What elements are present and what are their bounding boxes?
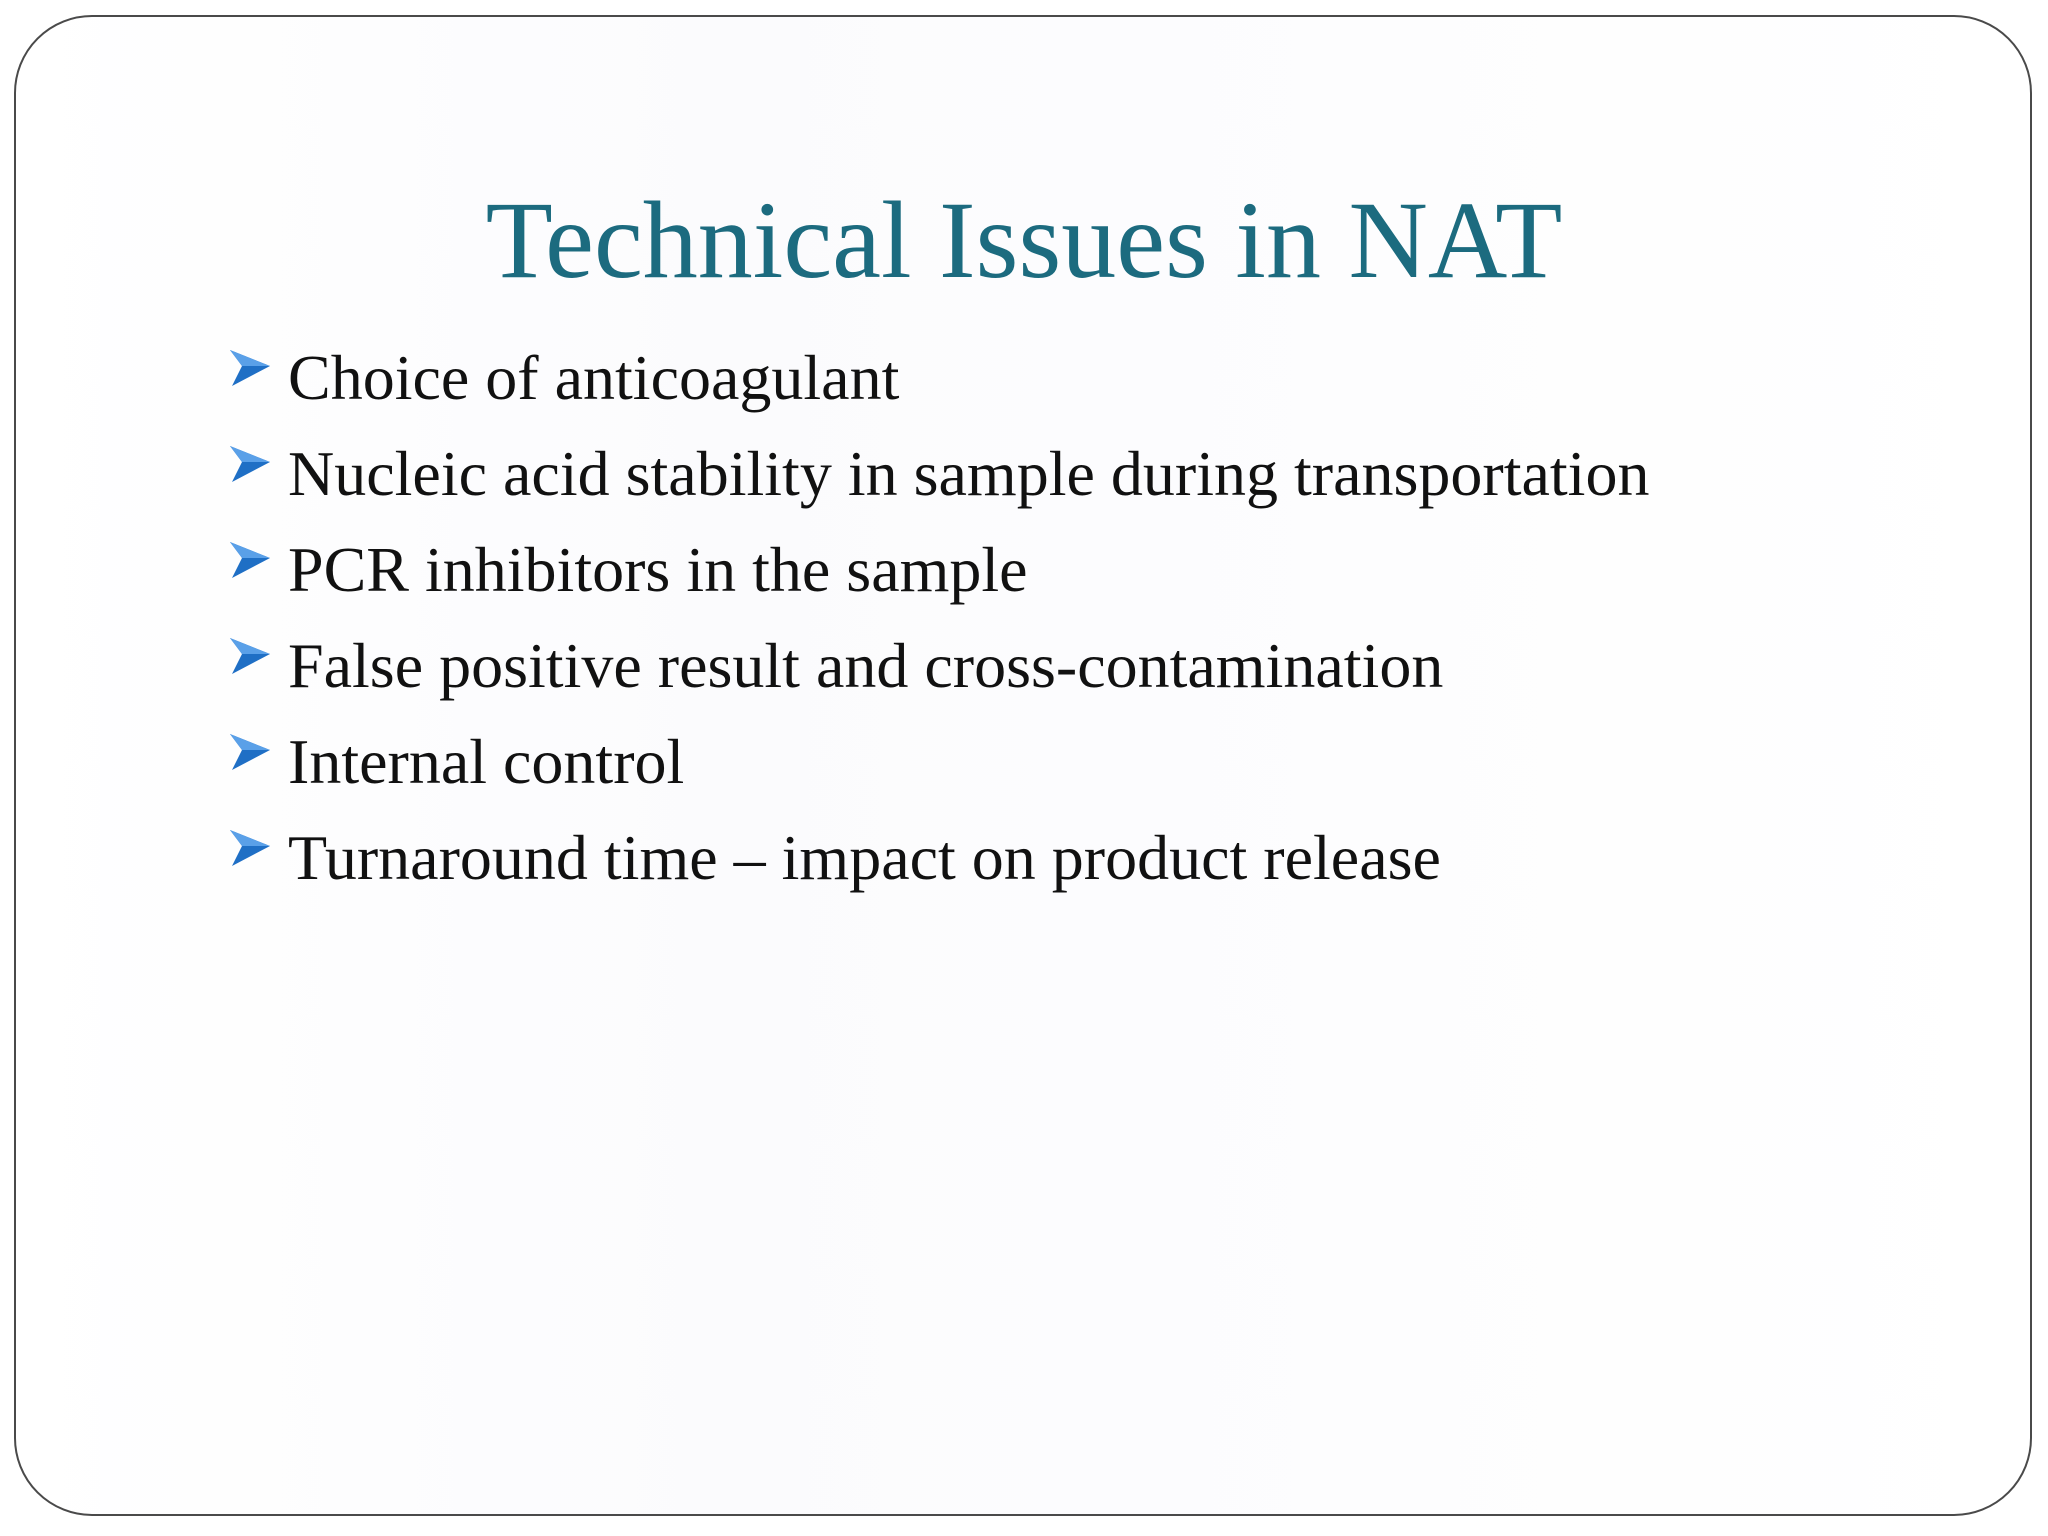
list-item: [226, 522, 1649, 618]
list-item: [226, 330, 1649, 426]
bullet-text: Internal control: [288, 726, 685, 797]
bullet-text: Turnaround time – impact on product release: [288, 822, 1441, 893]
list-item: [226, 810, 1649, 906]
arrowhead-bullet-icon: [226, 426, 288, 522]
arrowhead-bullet-icon: [226, 522, 288, 618]
arrowhead-bullet-icon: [226, 330, 288, 426]
list-item: [226, 714, 1649, 810]
arrowhead-bullet-icon: [226, 618, 288, 714]
bullet-text: Choice of anticoagulant: [288, 342, 900, 413]
arrowhead-bullet-icon: [226, 810, 288, 906]
list-item: [226, 618, 1649, 714]
bullet-list: [226, 330, 1649, 906]
bullet-text: Nucleic acid stability in sample during transportation: [288, 438, 1650, 509]
list-item: [226, 426, 1649, 522]
bullet-text: False positive result and cross-contamination: [288, 630, 1444, 701]
slide-title: Technical Issues in NAT: [485, 179, 1563, 301]
arrowhead-bullet-icon: [226, 714, 288, 810]
bullet-text: PCR inhibitors in the sample: [288, 534, 1028, 605]
